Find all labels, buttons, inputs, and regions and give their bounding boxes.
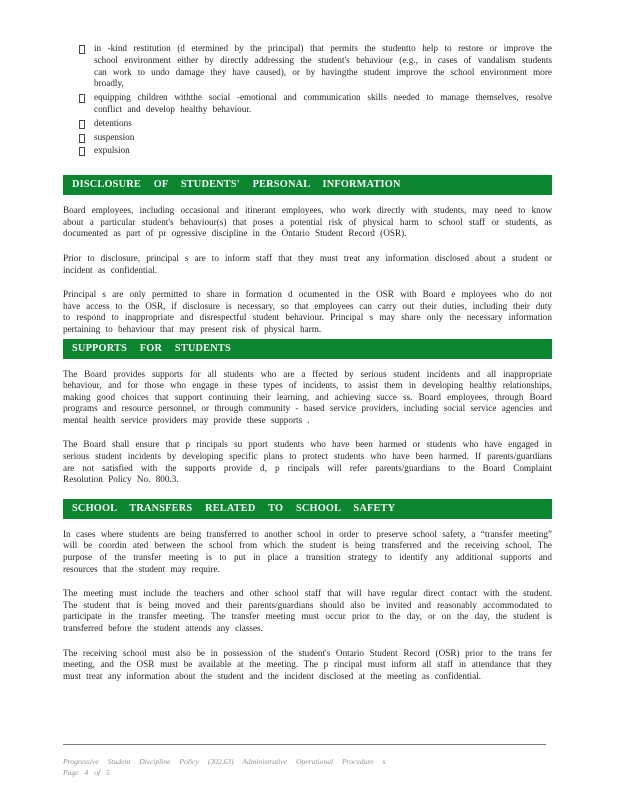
list-item-text: in -kind restitution (d etermined by the principal) that permits the studentto help to restore or improve the school environment either by directly addressing the student's behaviour (e.g., in cases of vandalism students can work to undo damage they have caused), or by havingthe student improve the school environment more broadly, — [94, 43, 552, 89]
footer-page-number: Page 4 of 5 — [63, 768, 110, 777]
paragraph: Board employees, including occasional and itinerant employees, who work directly with students, may need to know about a particular student's behaviour(s) that poses a potential risk of physical harm to school staff or students, as documented as part of pr ogressive discipline in the Ontario Student Record (OSR). — [63, 205, 552, 239]
page-content — [63, 43, 552, 695]
list-item-text: detentions — [94, 117, 132, 128]
list-item — [63, 145, 552, 157]
paragraph: The receiving school must also be in possession of the student's Ontario Student Record (OSR) prior to the trans fer meeting, and the OSR must be available at the meeting. The p rincipal must inform all staff in attendance that they must treat any information about the student and the incident disclosed at the meeting as confidential. — [63, 647, 552, 681]
list-item-text: equipping children withthe social -emotional and communication skills needed to manage themselves, resolve conflict and develop healthy behaviour. — [94, 92, 552, 114]
paragraph: In cases where students are being transferred to another school in order to preserve school safety, a “transfer meeting” will be coordin ated between the school from which the student is being transferred and the receiving school. The purpose of the transfer meeting is to put in place a transition strategy to identify any additional supports and resources that the student may require. — [63, 528, 552, 574]
paragraph: Principal s are only permitted to share in formation d ocumented in the OSR with Board e mployees who do not have access to the OSR, if disclosure is necessary, so that employees can carry out their duties, including their duty to respond to inappropriate and disrespectful student behaviour. Principal s may share only the necessary information pertaining to behaviour that may present risk of physical harm. — [63, 289, 552, 334]
paragraph: The Board shall ensure that p rincipals su pport students who have been harmed or students who have engaged in serious student incidents by developing specific plans to protect students who have been harmed. If parents/guardians are not satisfied with the supports provide d, p rincipals will refer parents/guardians to the Board Complaint Resolution Policy No. 800.3. — [63, 439, 552, 485]
paragraph: The meeting must include the teachers and other school staff that will have regular direct contact with the student. The student that is being moved and their parents/guardians should also be invited and reasonably accommodated to participate in the transfer meeting. The transfer meeting must occur prior to the day, or on the day, the student is transferred before the student attends any classes. — [63, 588, 552, 634]
bullet-icon — [79, 147, 85, 156]
footer-divider — [63, 744, 546, 745]
section-header-school-transfers: SCHOOL TRANSFERS RELATED TO SCHOOL SAFETY — [63, 499, 552, 519]
paragraph: The Board provides supports for all students who are a ffected by serious student incidents and all inappropriate behaviour, and for those who engage in these types of incidents, to assist them in developing healthy relationships, making good choices that support continuing their learning, and achieving succe ss. Board employees, through Board programs and resource personnel, or through community - based service providers, including social service agencies and mental health service providers may provide these supports . — [63, 368, 552, 425]
bullet-icon — [79, 120, 85, 129]
bullet-icon — [79, 94, 85, 103]
section-header-supports: SUPPORTS FOR STUDENTS — [63, 339, 552, 359]
list-item — [63, 92, 552, 116]
bullet-icon — [79, 45, 85, 54]
footer-document-title: Progressive Student Discipline Policy (302.63) Administrative Operational Procedure s — [63, 757, 386, 766]
list-item — [63, 132, 552, 144]
section-header-disclosure: DISCLOSURE OF STUDENTS' PERSONAL INFORMATION — [63, 175, 552, 195]
bullet-icon — [79, 134, 85, 143]
list-item — [63, 118, 552, 130]
page-footer — [63, 756, 546, 778]
bullet-list — [63, 43, 552, 157]
list-item — [63, 43, 552, 90]
list-item-text: suspension — [94, 131, 135, 142]
paragraph: Prior to disclosure, principal s are to inform staff that they must treat any information disclosed about a student or incident as confidential. — [63, 252, 552, 275]
list-item-text: expulsion — [94, 145, 130, 156]
